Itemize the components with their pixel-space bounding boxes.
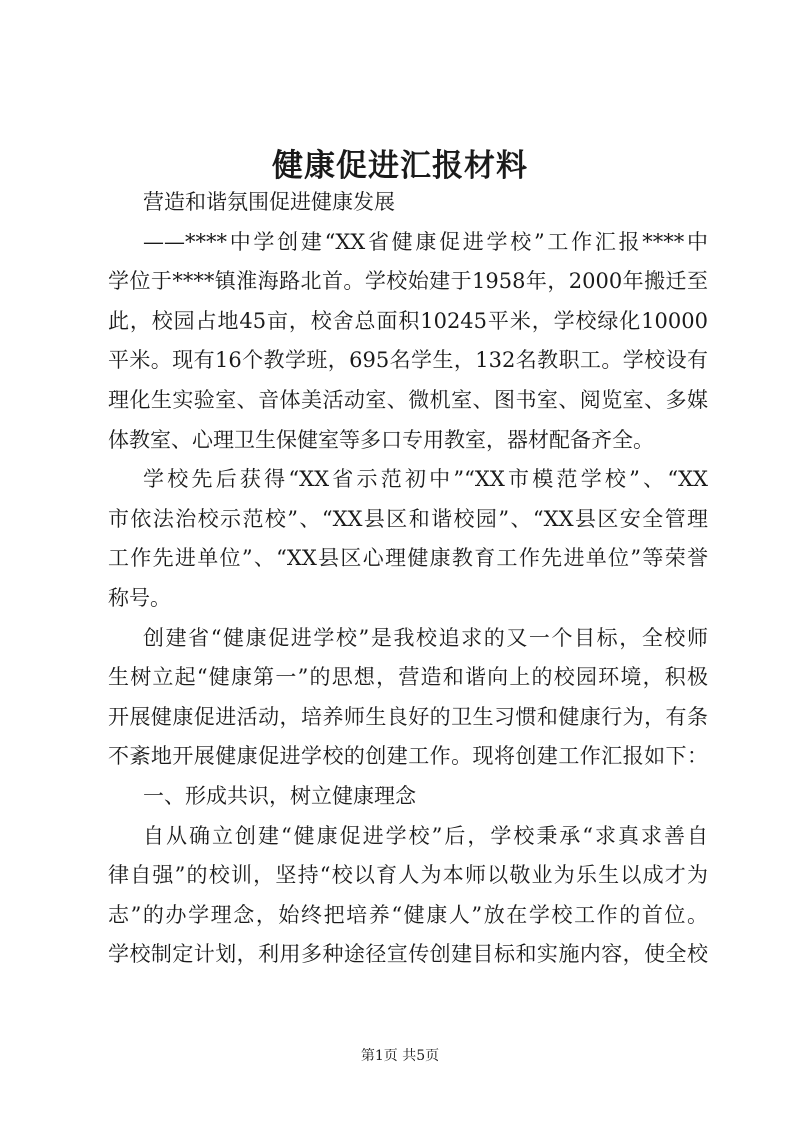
section-heading: 一、形成共识，树立健康理念 xyxy=(143,783,416,808)
text-line: 此，校园占地45亩，校舍总面积10245平米，学校绿化10000 xyxy=(108,308,708,333)
page-footer: 第1页 共5页 xyxy=(360,1048,440,1064)
text-line: 称号。 xyxy=(108,585,171,610)
text-line: 学校制定计划，利用多种途径宣传创建目标和实施内容，使全校 xyxy=(108,942,708,967)
text-line: 志”的办学理念，始终把培养“健康人”放在学校工作的首位。 xyxy=(108,902,708,927)
document-title: 健康促进汇报材料 xyxy=(272,148,528,184)
text-line: 自从确立创建“健康促进学校”后，学校秉承“求真求善自 xyxy=(143,823,708,848)
text-line: 体教室、心理卫生保健室等多口专用教室，器材配备齐全。 xyxy=(108,427,654,452)
text-line: 工作先进单位”、“XX县区心理健康教育工作先进单位”等荣誉 xyxy=(108,546,708,571)
text-line: 开展健康促进活动，培养师生良好的卫生习惯和健康行为，有条 xyxy=(108,704,708,729)
document-body xyxy=(108,183,708,975)
subtitle: 营造和谐氛围促进健康发展 xyxy=(143,190,395,214)
text-line: 律自强”的校训，坚持“校以育人为本师以敬业为乐生以成才为 xyxy=(108,863,708,888)
text-line: 生树立起“健康第一”的思想，营造和谐向上的校园环境，积极 xyxy=(108,665,708,690)
text-line: 不紊地开展健康促进学校的创建工作。现将创建工作汇报如下： xyxy=(108,744,708,769)
text-line: 学校先后获得“XX省示范初中”“XX市模范学校”、“XX xyxy=(143,467,708,492)
text-line: 创建省“健康促进学校”是我校追求的又一个目标，全校师 xyxy=(143,625,708,650)
text-line: 平米。现有16个教学班，695名学生，132名教职工。学校设有 xyxy=(108,348,708,373)
text-line: ——****中学创建“XX省健康促进学校”工作汇报****中 xyxy=(143,229,708,254)
text-line: 学位于****镇淮海路北首。学校始建于1958年，2000年搬迁至 xyxy=(108,269,708,294)
text-line: 理化生实验室、音体美活动室、微机室、图书室、阅览室、多媒 xyxy=(108,387,708,412)
text-line: 市依法治校示范校”、“XX县区和谐校园”、“XX县区安全管理 xyxy=(108,506,708,531)
